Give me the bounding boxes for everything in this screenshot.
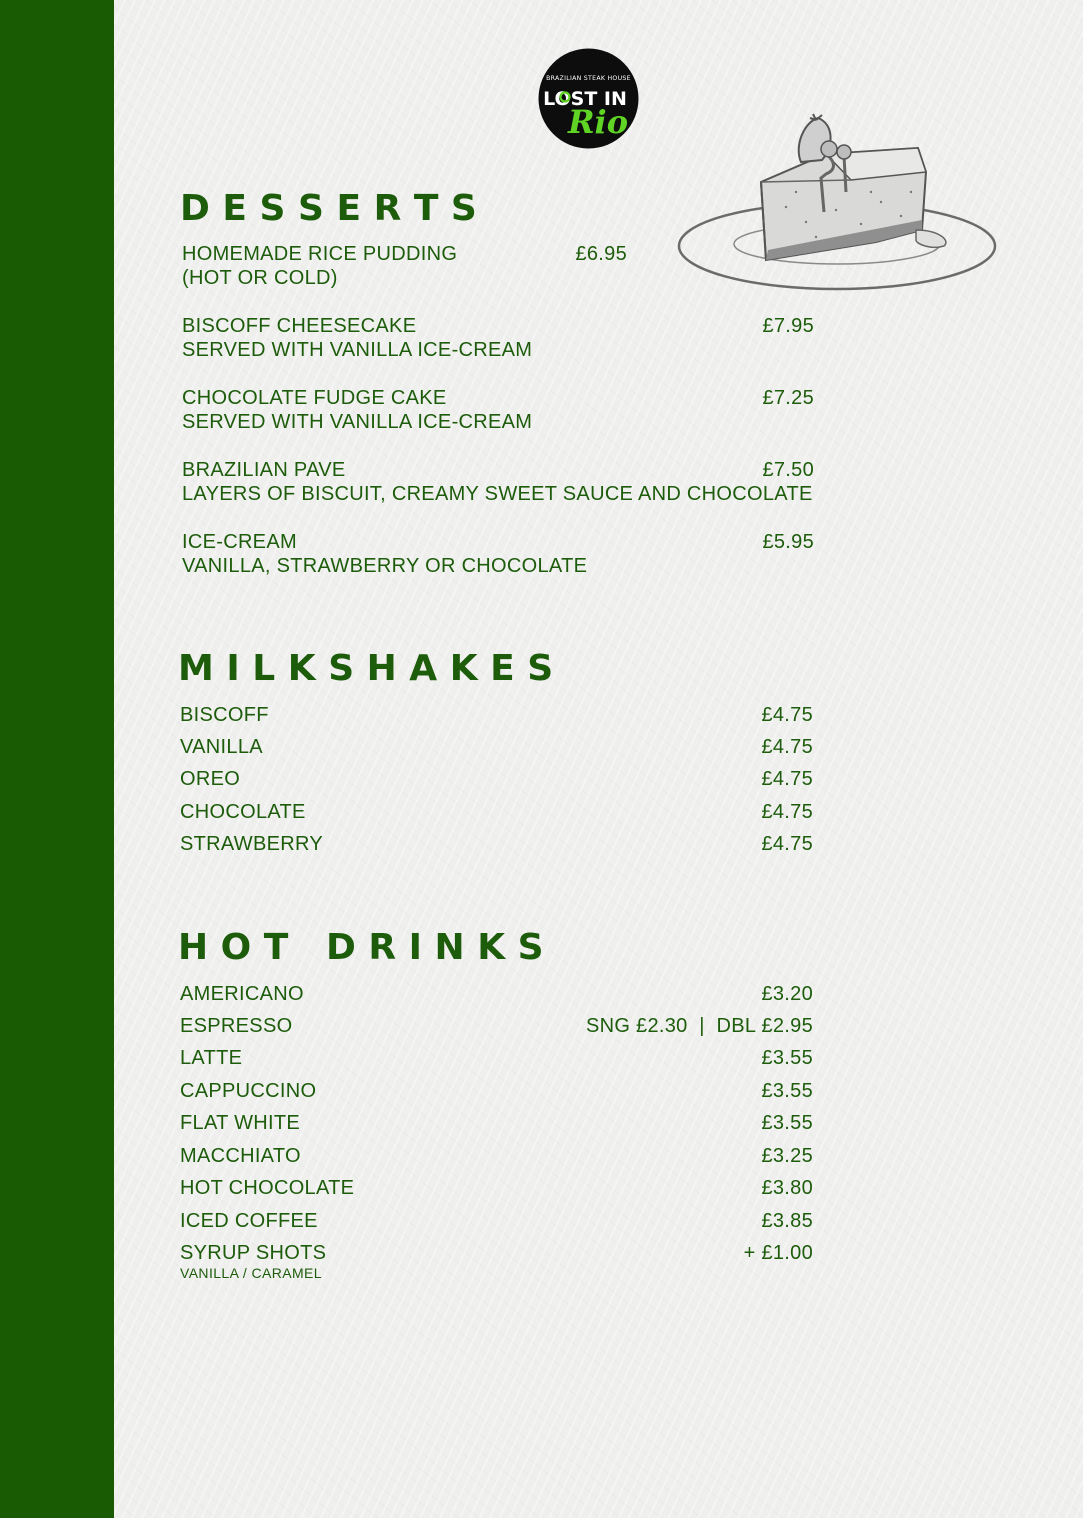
hot-drink-item-price: £3.25	[761, 1145, 813, 1167]
milkshake-item-price: £4.75	[761, 801, 813, 823]
section-title-desserts: D E S S E R T S	[180, 188, 477, 229]
hot-drink-item-price: £3.55	[761, 1080, 813, 1102]
section-title-milkshakes: M I L K S H A K E S	[178, 648, 554, 689]
dessert-item-desc: SERVED WITH VANILLA ICE-CREAM	[182, 339, 533, 361]
hot-drink-item-name: LATTE	[180, 1047, 243, 1069]
hot-drink-item-price: £3.55	[761, 1047, 813, 1069]
hot-drink-item-price: £3.20	[761, 983, 813, 1005]
hot-drink-item-price: £3.55	[761, 1112, 813, 1134]
milkshake-item-name: VANILLA	[180, 736, 263, 758]
logo-tagline: BRAZILIAN STEAK HOUSE	[546, 75, 631, 82]
dessert-item-desc: VANILLA, STRAWBERRY OR CHOCOLATE	[182, 555, 588, 577]
section-title-hot-drinks: H O T D R I N K S	[178, 927, 544, 968]
hot-drink-item-price: £3.85	[761, 1210, 813, 1232]
hot-drink-item-name: FLAT WHITE	[180, 1112, 301, 1134]
brand-side-bar	[0, 0, 114, 1518]
dessert-item-name: ICE-CREAM	[182, 531, 297, 553]
milkshake-item-price: £4.75	[761, 833, 813, 855]
dessert-item-name: CHOCOLATE FUDGE CAKE	[182, 387, 447, 409]
dessert-item-price: £5.95	[762, 531, 814, 553]
logo-icon	[538, 48, 639, 149]
hot-drink-item-name: SYRUP SHOTS	[180, 1242, 327, 1264]
milkshake-item-price: £4.75	[761, 768, 813, 790]
logo-wordmark: LOST IN	[543, 88, 627, 110]
hot-drink-item-name: ICED COFFEE	[180, 1210, 318, 1232]
hot-drink-item-note: VANILLA / CARAMEL	[180, 1265, 322, 1281]
dessert-item-price: £6.95	[575, 243, 627, 265]
hot-drink-item-name: HOT CHOCOLATE	[180, 1177, 355, 1199]
milkshake-item-name: CHOCOLATE	[180, 801, 306, 823]
hot-drink-item-price: SNG £2.30 | DBL £2.95	[585, 1015, 813, 1037]
logo-script: Rio	[567, 103, 629, 141]
milkshake-item-name: BISCOFF	[180, 704, 269, 726]
dessert-item-name: HOMEMADE RICE PUDDING	[182, 243, 458, 265]
hot-drink-item-price: £3.80	[761, 1177, 813, 1199]
dessert-item-price: £7.95	[762, 315, 814, 337]
dessert-item-name: BRAZILIAN PAVE	[182, 459, 346, 481]
dessert-item-desc: LAYERS OF BISCUIT, CREAMY SWEET SAUCE AND CHOCOLATE	[182, 483, 813, 505]
dessert-item-desc: SERVED WITH VANILLA ICE-CREAM	[182, 411, 533, 433]
milkshake-item-name: STRAWBERRY	[180, 833, 324, 855]
hot-drink-item-name: MACCHIATO	[180, 1145, 301, 1167]
milkshake-item-price: £4.75	[761, 704, 813, 726]
hot-drink-item-name: AMERICANO	[180, 983, 304, 1005]
milkshake-item-name: OREO	[180, 768, 241, 790]
dessert-item-price: £7.25	[762, 387, 814, 409]
dessert-item-name: BISCOFF CHEESECAKE	[182, 315, 417, 337]
hot-drink-item-name: CAPPUCCINO	[180, 1080, 317, 1102]
hot-drink-item-name: ESPRESSO	[180, 1015, 293, 1037]
hot-drink-item-price: + £1.00	[743, 1242, 813, 1264]
dessert-item-desc: (HOT OR COLD)	[182, 267, 338, 289]
dessert-item-price: £7.50	[762, 459, 814, 481]
cheesecake-illustration-icon	[676, 112, 1000, 296]
milkshake-item-price: £4.75	[761, 736, 813, 758]
